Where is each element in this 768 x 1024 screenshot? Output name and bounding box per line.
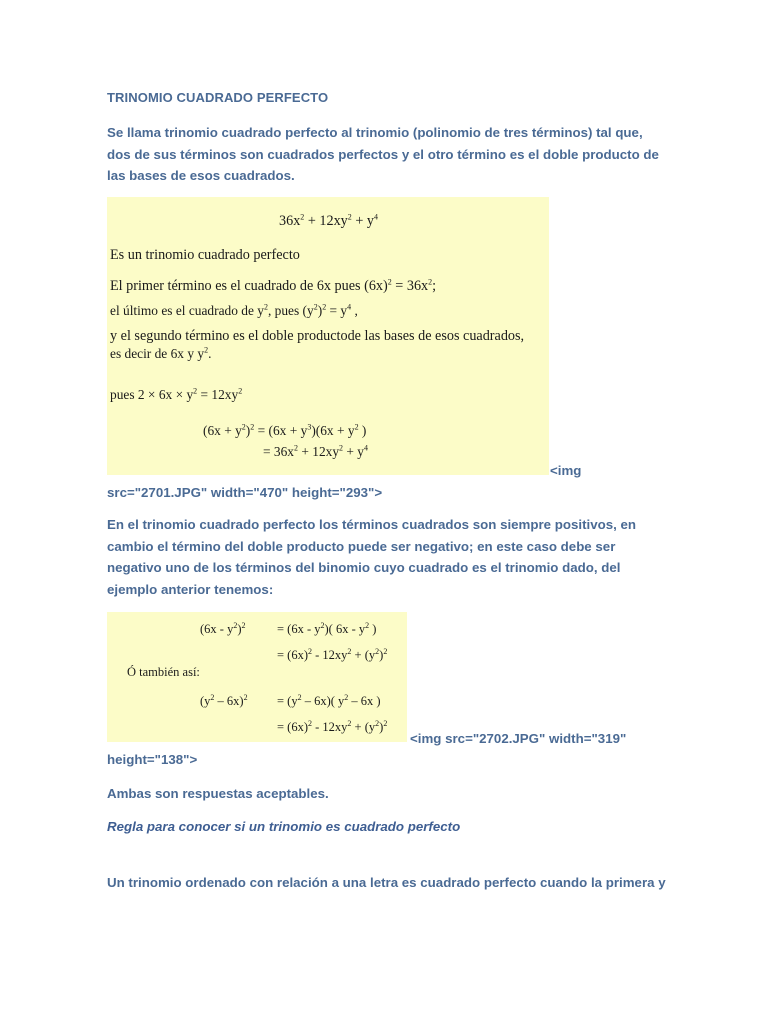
formula-2-line-3-left: $(y^2 - 6x)^2$: [200, 692, 248, 708]
formula-2-also-label: Ó también así:: [127, 665, 200, 679]
formula-2-line-4-right: = $(6x)^2 - 12xy^2 + (y^2)^2$: [277, 718, 388, 734]
paragraph-negative-term: En el trinomio cuadrado perfecto los términos cuadrados son siempre positivos, en cambio el término del doble producto puede ser negativo; en este caso debe ser negativo uno de los términos del binomio cuyo cuadrado es el trinomio dado, del ejemplo anterior tenemos:: [107, 517, 637, 597]
formula-expansion-2: = $36x^2 + 12xy^2 + y^4$: [263, 443, 368, 459]
formula-image-2: [107, 612, 407, 742]
rule-subheading: Regla para conocer si un trinomio es cuadrado perfecto: [107, 819, 461, 834]
formula-expansion-1: $(6x + y^2)^2 = (6x + y^3)(6x + y^2$ ): [203, 422, 367, 438]
formula-image-1: [107, 197, 549, 475]
formula-line-6: pues $2 \times 6x \times y^2 = 12xy^2$: [110, 386, 243, 402]
image-1-alt-text-cont: src="2701.JPG" width="470" height="293">: [107, 485, 383, 500]
paragraph-definition: Se llama trinomio cuadrado perfecto al trinomio (polinomio de tres términos) tal que, dos de sus términos son cuadrados perfectos y el otro término es el doble producto de las bases de esos cuadrados.: [107, 125, 659, 183]
formula-2-line-1-right: = $(6x - y^2)$( $6x - y^2$ ): [277, 620, 377, 636]
formula-line-3-text: el último es el cuadrado de: [110, 303, 254, 318]
formula-line-5-text: es decir de 6x y: [110, 346, 195, 361]
formula-line-4: y el segundo término es el doble productode las bases de esos cuadrados,: [110, 328, 525, 344]
formula-line-6-rest: = 12xy: [197, 387, 239, 402]
paragraph-rule-intro: Un trinomio ordenado con relación a una letra es cuadrado perfecto cuando la primera y: [107, 875, 666, 890]
formula-main-trinomial: $36x^2 + 12xy^2 + y^4$: [279, 212, 378, 229]
formula-2-line-2-right: = $(6x)^2 - 12xy^2 + (y^2)^2$: [277, 646, 388, 662]
image-2-alt-text: <img src="2702.JPG" width="319": [410, 731, 627, 746]
paragraph-both-acceptable: Ambas son respuestas aceptables.: [107, 786, 329, 801]
document-heading: TRINOMIO CUADRADO PERFECTO: [107, 90, 329, 105]
formula-line-2: El primer término es el cuadrado de 6x pues $(6x)^2 = 36x^2$;: [110, 277, 437, 294]
formula-line-3: el último es el cuadrado de $y^2$, pues $(y^2)^2 = y^4$ ,: [110, 302, 358, 318]
formula-line-1: Es un trinomio cuadrado perfecto: [110, 247, 300, 263]
formula-2-line-1-left: $(6x - y^2)^2$: [200, 620, 246, 636]
formula-line-6-text: pues 2 × 6x × y: [110, 387, 194, 402]
formula-line-2-text: El primer término es el cuadrado de 6x pues: [110, 278, 361, 294]
image-1-alt-text: <img: [550, 463, 582, 478]
image-2-alt-text-cont: height="138">: [107, 752, 198, 767]
formula-line-3-pues: , pues: [267, 303, 300, 318]
formula-2-line-3-right: = $(y^2 - 6x)$( $y^2 - 6x$ ): [277, 692, 381, 708]
formula-line-5: es decir de 6x y $y^2$.: [110, 345, 212, 361]
